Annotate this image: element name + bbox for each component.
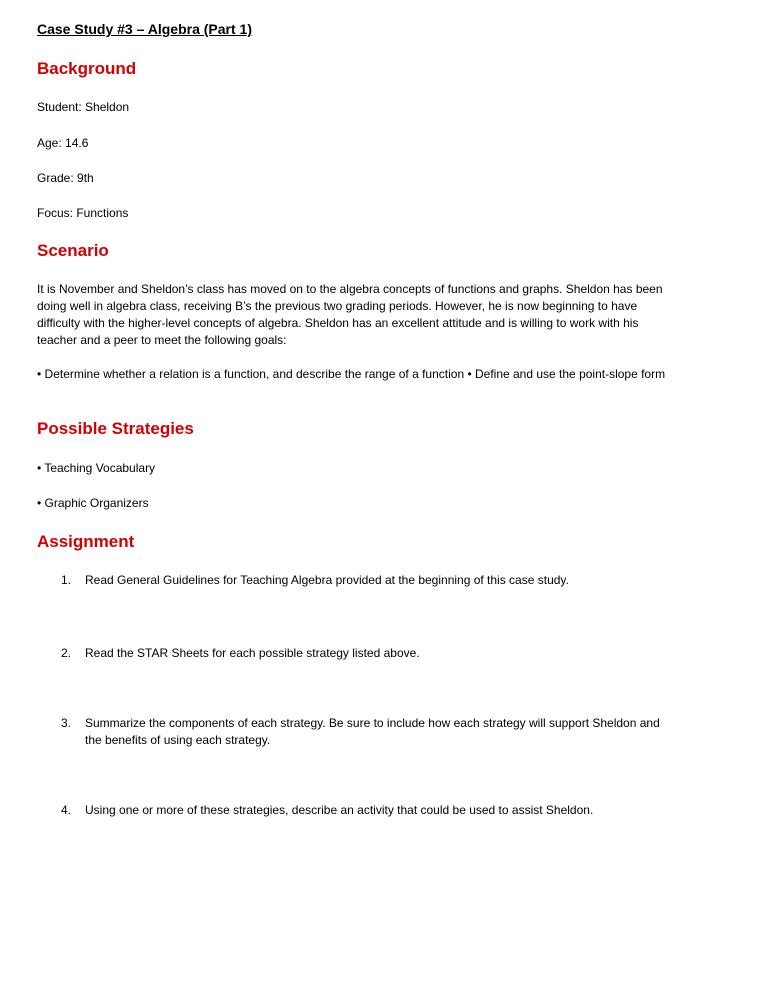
background-heading: Background: [37, 59, 137, 78]
focus-line: Focus: Functions: [37, 206, 129, 220]
student-line: Student: Sheldon: [37, 100, 130, 114]
assignment-item-text: Read General Guidelines for Teaching Algebra provided at the beginning of this case study.: [85, 573, 569, 587]
assignment-item-text: Read the STAR Sheets for each possible strategy listed above.: [85, 646, 420, 660]
assignment-item-text: Using one or more of these strategies, describe an activity that could be used to assist Sheldon.: [85, 803, 594, 817]
strategy-item: • Graphic Organizers: [37, 496, 149, 510]
scenario-heading: Scenario: [37, 241, 109, 260]
grade-line: Grade: 9th: [37, 171, 94, 185]
document-title: Case Study #3 – Algebra (Part 1): [37, 21, 253, 37]
assignment-heading: Assignment: [37, 532, 135, 551]
assignment-item-number: 2.: [61, 646, 72, 660]
scenario-goals: • Determine whether a relation is a function, and describe the range of a function • Define and use the point-slope form: [37, 367, 666, 381]
assignment-item-number: 3.: [61, 716, 72, 730]
scenario-paragraph: It is November and Sheldon’s class has moved on to the algebra concepts of functions and graphs. Sheldon has been doing well in algebra class, receiving B’s the previous two grading periods. However, he is now beginning to have difficulty with the higher-level concepts of algebra. Sheldon has an excellent attitude and is willing to work with his teacher and a peer to meet the following goals:: [37, 282, 663, 347]
assignment-item-number: 1.: [61, 573, 72, 587]
strategies-heading: Possible Strategies: [37, 419, 194, 438]
strategy-item: • Teaching Vocabulary: [37, 461, 156, 475]
assignment-item-text: Summarize the components of each strategy. Be sure to include how each strategy will support Sheldon and the benefits of using each strategy.: [85, 716, 660, 747]
age-line: Age: 14.6: [37, 136, 89, 150]
assignment-item-number: 4.: [61, 803, 72, 817]
